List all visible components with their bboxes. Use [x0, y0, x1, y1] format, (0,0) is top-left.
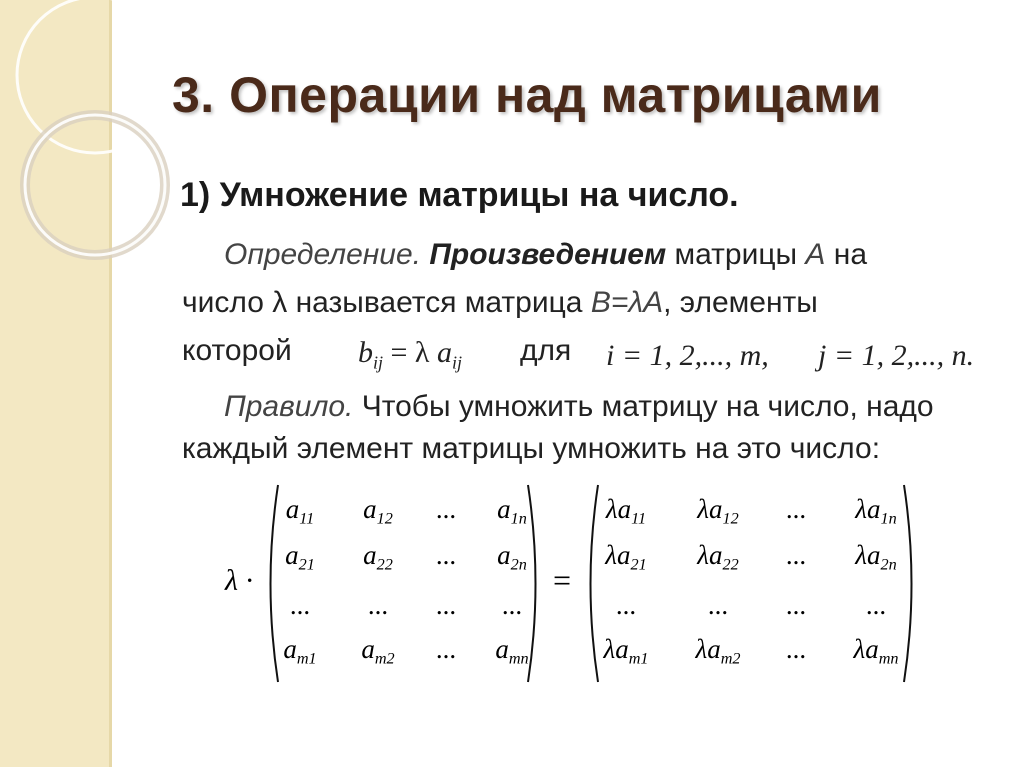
left-matrix-cell: $a_{21}$	[285, 540, 315, 574]
formula-a: a	[436, 336, 452, 369]
left-matrix-cell: $a_{11}$	[285, 494, 315, 528]
right-matrix-cell: $\lambda a_{1n}$	[855, 494, 897, 528]
definition-line-3	[182, 334, 292, 368]
definition-line-1	[224, 238, 867, 272]
right-matrix-cell: ...	[785, 540, 807, 570]
left-matrix-cell: $a_{m2}$	[361, 634, 395, 668]
left-matrix-cell: ...	[435, 540, 457, 570]
lambda-symbol: λ	[272, 286, 288, 319]
right-matrix-cell: $\lambda a_{m2}$	[695, 634, 741, 668]
right-matrix-cell: $\lambda a_{21}$	[605, 540, 647, 574]
range-j: j = 1, 2,..., n.	[818, 339, 975, 372]
element-formula	[358, 336, 462, 373]
definition-text: матрицы	[666, 238, 806, 271]
rule-text: Чтобы умножить матрицу на число, надо	[353, 390, 934, 423]
definition-text: на	[825, 238, 868, 271]
left-matrix-cell: $a_{2n}$	[497, 540, 527, 574]
right-matrix-cell: ...	[615, 590, 637, 620]
right-matrix-cell: ...	[707, 590, 729, 620]
right-matrix-cell: $\lambda a_{2n}$	[855, 540, 897, 574]
definition-term: Произведением	[429, 238, 667, 271]
formula-b: b	[358, 336, 373, 369]
B-equation: B=λA	[590, 286, 664, 319]
formula-b-sub: ij	[373, 352, 384, 373]
left-matrix-cell: $a_{12}$	[363, 494, 393, 528]
right-matrix-cell: $\lambda a_{11}$	[605, 494, 647, 528]
left-matrix-cell: ...	[289, 590, 311, 620]
lambda-dot: λ ·	[225, 564, 253, 597]
left-matrix-cell: ...	[435, 494, 457, 524]
right-matrix-cell: $\lambda a_{m1}$	[603, 634, 649, 668]
left-matrix-cell: ...	[367, 590, 389, 620]
left-matrix-cell: ...	[435, 590, 457, 620]
rule-line-1	[224, 390, 934, 424]
definition-text: которой	[182, 334, 292, 367]
definition-text: число	[182, 286, 273, 319]
decorative-circles	[0, 0, 200, 280]
definition-text: называется матрица	[287, 286, 591, 319]
left-matrix-cell: $a_{22}$	[363, 540, 393, 574]
left-matrix-cell: $a_{1n}$	[497, 494, 527, 528]
dlya-word: для	[520, 334, 572, 367]
definition-line-2	[182, 286, 818, 320]
rule-line-2: каждый элемент матрицы умножить на это число:	[182, 432, 881, 465]
slide-title: 3. Операции над матрицами	[172, 67, 882, 123]
right-matrix-cell: $\lambda a_{22}$	[697, 540, 739, 574]
right-matrix-cell: ...	[785, 590, 807, 620]
right-matrix-cell: $\lambda a_{mn}$	[853, 634, 899, 668]
right-matrix-cell: $\lambda a_{12}$	[697, 494, 739, 528]
left-matrix-cell: ...	[501, 590, 523, 620]
left-matrix-cell: $a_{mn}$	[495, 634, 529, 668]
range-i: i = 1, 2,..., m,	[606, 339, 769, 372]
right-matrix-cell: ...	[865, 590, 887, 620]
definition-label: Определение.	[224, 238, 421, 271]
left-matrix-cell: ...	[435, 634, 457, 664]
definition-text: , элементы	[663, 286, 818, 319]
matrix-A: A	[805, 238, 826, 271]
formula-eq: = λ	[383, 336, 437, 369]
section-heading: 1) Умножение матрицы на число.	[180, 176, 739, 214]
right-matrix-cell: ...	[785, 494, 807, 524]
left-matrix-cell: $a_{m1}$	[283, 634, 317, 668]
formula-a-sub: ij	[451, 352, 462, 373]
matrix-equation	[225, 482, 925, 687]
equals-sign: =	[553, 562, 572, 598]
rule-label: Правило.	[224, 390, 354, 423]
right-matrix-cell: ...	[785, 634, 807, 664]
